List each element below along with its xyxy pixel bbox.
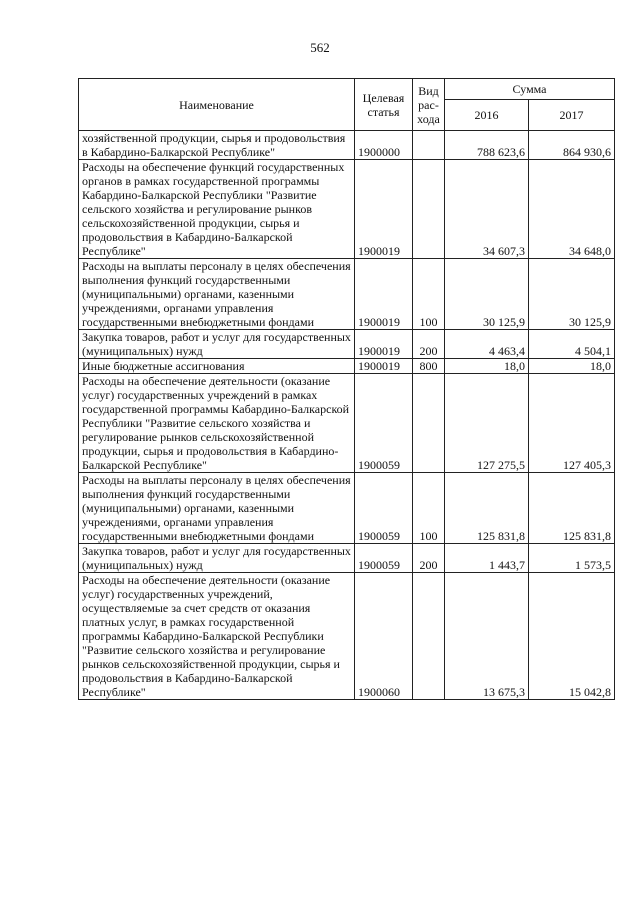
row-name: Закупка товаров, работ и услуг для государственных (муниципальных) нужд — [79, 330, 355, 359]
row-sum-2017: 125 831,8 — [529, 473, 615, 544]
table-row — [79, 359, 615, 374]
table-row — [79, 544, 615, 573]
budget-table — [78, 78, 615, 700]
row-type: 800 — [413, 359, 445, 374]
row-code: 1900019 — [355, 259, 413, 330]
row-type — [413, 131, 445, 160]
row-name: Расходы на обеспечение деятельности (оказание услуг) государственных учреждений в рамках государственной программы Кабардино-Балкарской Республики "Развитие сельского хозяйства и регулирование рынков сельскохозяйственной продукции, сырья и продовольствия в Кабардино-Балкарской Республике" — [79, 374, 355, 473]
row-name: Расходы на обеспечение функций государственных органов в рамках государственной программы Кабардино-Балкарской Республики "Развитие сельского хозяйства и регулирование рынков сельскохозяйственной продукции, сырья и продовольствия в Кабардино-Балкарской Республике" — [79, 160, 355, 259]
row-sum-2016: 30 125,9 — [445, 259, 529, 330]
row-type: 100 — [413, 473, 445, 544]
row-sum-2017: 15 042,8 — [529, 573, 615, 700]
row-name: Расходы на выплаты персоналу в целях обеспечения выполнения функций государственными (муниципальными) органами, казенными учреждениями, органами управления государственными внебюджетными фондами — [79, 473, 355, 544]
row-code: 1900060 — [355, 573, 413, 700]
row-type: 200 — [413, 544, 445, 573]
row-name: Расходы на обеспечение деятельности (оказание услуг) государственных учреждений, осуществляемые за счет средств от оказания платных услуг, в рамках государственной программы Кабардино-Балкарской Республики "Развитие сельского хозяйства и регулирование рынков сельскохозяйственной продукции, сырья и продовольствия в Кабардино-Балкарской Республике" — [79, 573, 355, 700]
row-sum-2017: 34 648,0 — [529, 160, 615, 259]
row-name: хозяйственной продукции, сырья и продовольствия в Кабардино-Балкарской Республике" — [79, 131, 355, 160]
row-sum-2016: 788 623,6 — [445, 131, 529, 160]
row-sum-2016: 4 463,4 — [445, 330, 529, 359]
row-sum-2017: 1 573,5 — [529, 544, 615, 573]
row-sum-2017: 864 930,6 — [529, 131, 615, 160]
header-name: Наименование — [79, 79, 355, 131]
table-row — [79, 374, 615, 473]
table-row — [79, 330, 615, 359]
row-code: 1900059 — [355, 473, 413, 544]
table-header — [79, 79, 615, 131]
row-sum-2017: 4 504,1 — [529, 330, 615, 359]
table-row — [79, 160, 615, 259]
header-type: Вид рас-хода — [413, 79, 445, 131]
row-code: 1900000 — [355, 131, 413, 160]
row-type: 200 — [413, 330, 445, 359]
header-sum: Сумма — [445, 79, 615, 100]
row-name: Закупка товаров, работ и услуг для государственных (муниципальных) нужд — [79, 544, 355, 573]
row-code: 1900059 — [355, 374, 413, 473]
page-number: 562 — [310, 40, 330, 55]
header-code: Целевая статья — [355, 79, 413, 131]
table-body — [79, 131, 615, 700]
row-sum-2017: 18,0 — [529, 359, 615, 374]
header-year-2016: 2016 — [445, 100, 529, 131]
row-sum-2016: 18,0 — [445, 359, 529, 374]
table-row — [79, 573, 615, 700]
row-sum-2016: 34 607,3 — [445, 160, 529, 259]
row-code: 1900059 — [355, 544, 413, 573]
row-code: 1900019 — [355, 359, 413, 374]
row-sum-2016: 13 675,3 — [445, 573, 529, 700]
row-sum-2017: 30 125,9 — [529, 259, 615, 330]
row-type — [413, 374, 445, 473]
row-sum-2016: 127 275,5 — [445, 374, 529, 473]
table-row — [79, 473, 615, 544]
row-sum-2016: 125 831,8 — [445, 473, 529, 544]
row-type — [413, 160, 445, 259]
row-type — [413, 573, 445, 700]
header-year-2017: 2017 — [529, 100, 615, 131]
row-name: Иные бюджетные ассигнования — [79, 359, 355, 374]
row-sum-2016: 1 443,7 — [445, 544, 529, 573]
row-sum-2017: 127 405,3 — [529, 374, 615, 473]
table-row — [79, 259, 615, 330]
row-code: 1900019 — [355, 160, 413, 259]
row-name: Расходы на выплаты персоналу в целях обеспечения выполнения функций государственными (муниципальными) органами, казенными учреждениями, органами управления государственными внебюджетными фондами — [79, 259, 355, 330]
row-code: 1900019 — [355, 330, 413, 359]
table-row — [79, 131, 615, 160]
row-type: 100 — [413, 259, 445, 330]
